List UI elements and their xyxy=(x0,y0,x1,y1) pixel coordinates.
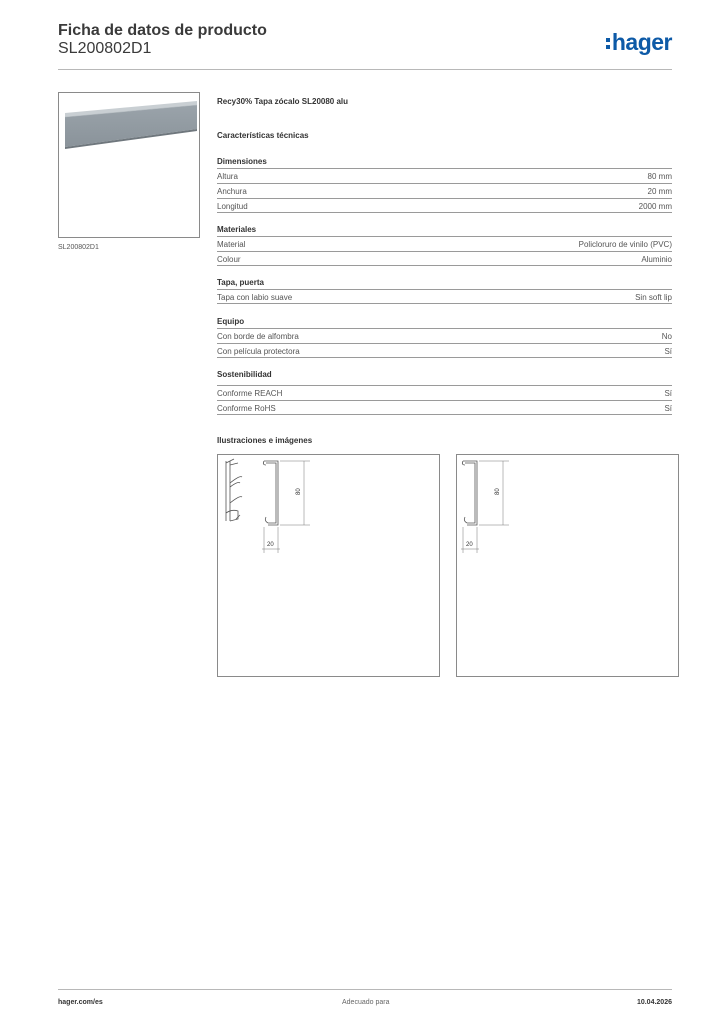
spec-label: Con película protectora xyxy=(217,347,300,356)
logo-dots-icon xyxy=(606,38,610,49)
spec-row xyxy=(217,251,672,266)
spec-label: Conforme RoHS xyxy=(217,404,276,413)
technical-characteristics-heading: Características técnicas xyxy=(217,131,309,140)
spec-row xyxy=(217,168,672,182)
section-title-equipment: Equipo xyxy=(217,317,245,326)
footer-date: 10.04.2026 xyxy=(636,999,672,1006)
document-title: Ficha de datos de producto xyxy=(58,22,267,39)
hager-logo xyxy=(606,28,672,56)
profile-drawing-icon xyxy=(218,455,439,676)
spec-row xyxy=(217,400,672,415)
spec-value: 20 mm xyxy=(647,187,672,196)
spec-row xyxy=(217,385,672,399)
page-footer xyxy=(58,989,672,1015)
spec-row xyxy=(217,183,672,197)
logo-text: hager xyxy=(611,28,672,55)
spec-label: Tapa con labio suave xyxy=(217,293,293,302)
photo-caption: SL200802D1 xyxy=(58,244,99,251)
footer-website-link[interactable]: hager.com/es xyxy=(58,999,103,1006)
spec-label: Altura xyxy=(217,172,238,181)
spec-value: Sin soft lip xyxy=(635,293,672,302)
drawing-height-label: 80 xyxy=(495,488,501,495)
footer-suitable-for: Adecuado para xyxy=(342,999,390,1006)
spec-value: Sí xyxy=(664,389,672,398)
spec-value: Sí xyxy=(664,404,672,413)
technical-drawing-2 xyxy=(456,454,679,677)
spec-label: Conforme REACH xyxy=(217,389,283,398)
product-code: SL200802D1 xyxy=(58,40,152,57)
spec-label: Material xyxy=(217,240,246,249)
spec-row xyxy=(217,343,672,358)
section-title-materials: Materiales xyxy=(217,225,257,234)
product-name: Recy30% Tapa zócalo SL20080 alu xyxy=(217,97,349,106)
illustrations-heading: Ilustraciones e imágenes xyxy=(217,436,313,445)
cover-drawing-icon xyxy=(457,455,678,676)
spec-value: Policloruro de vinilo (PVC) xyxy=(578,240,672,249)
spec-row xyxy=(217,328,672,342)
skirting-cover-icon xyxy=(59,93,199,237)
section-title-sustainability: Sostenibilidad xyxy=(217,370,272,379)
section-title-dimensions: Dimensiones xyxy=(217,157,267,166)
spec-label: Con borde de alfombra xyxy=(217,332,299,341)
spec-value: No xyxy=(661,332,672,341)
drawing-width-label: 20 xyxy=(466,542,473,548)
spec-value: Sí xyxy=(664,347,672,356)
spec-label: Colour xyxy=(217,255,241,264)
spec-row xyxy=(217,236,672,250)
spec-row xyxy=(217,198,672,213)
spec-value: 2000 mm xyxy=(638,202,672,211)
spec-row xyxy=(217,289,672,304)
spec-label: Longitud xyxy=(217,202,248,211)
section-title-cover: Tapa, puerta xyxy=(217,278,264,287)
drawing-height-label: 80 xyxy=(296,488,302,495)
technical-drawing-1 xyxy=(217,454,440,677)
product-photo xyxy=(58,92,200,238)
page-header xyxy=(58,20,672,70)
drawing-width-label: 20 xyxy=(267,542,274,548)
spec-value: Aluminio xyxy=(641,255,672,264)
spec-label: Anchura xyxy=(217,187,247,196)
spec-value: 80 mm xyxy=(647,172,672,181)
